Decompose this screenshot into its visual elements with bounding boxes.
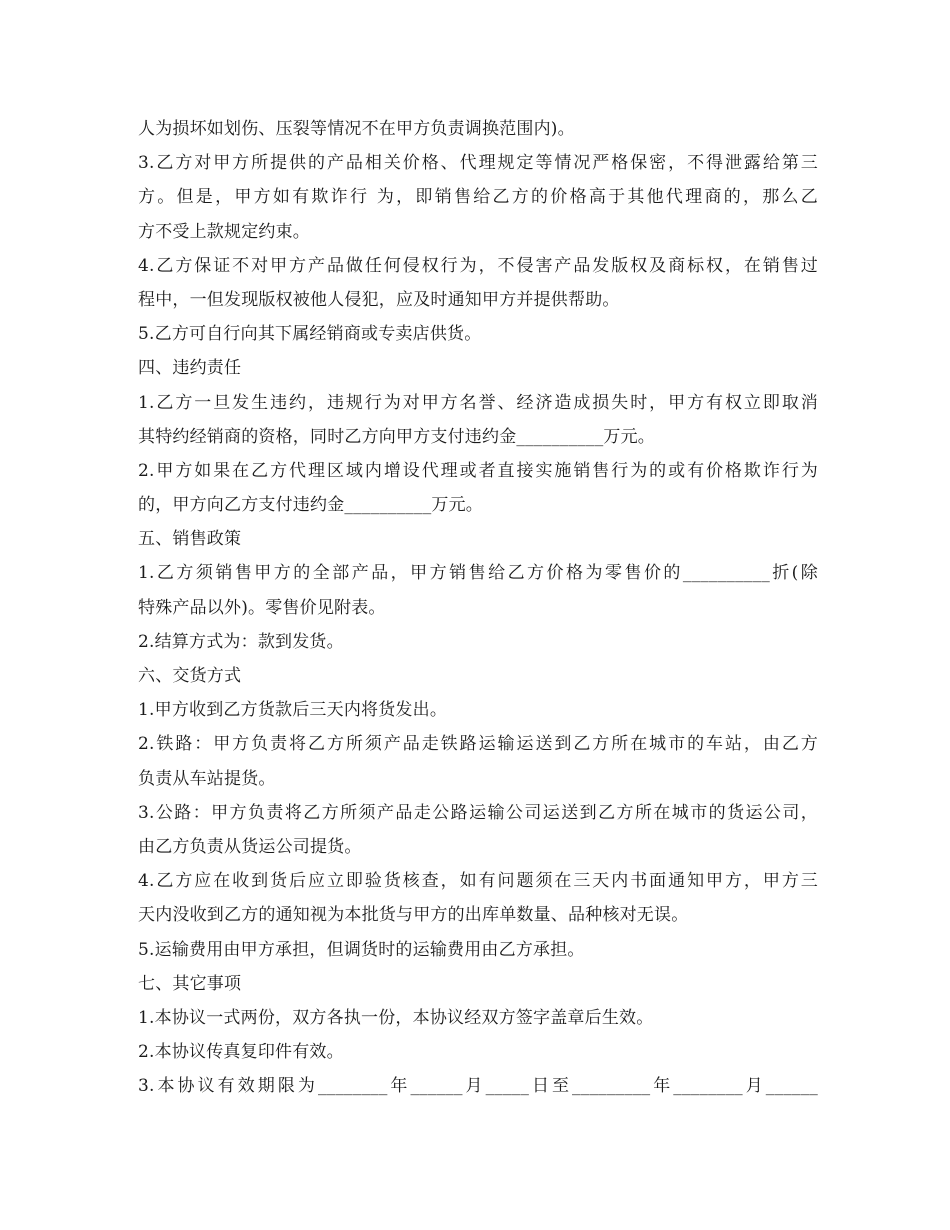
- text-line: 其特约经销商的资格，同时乙方向甲方支付违约金__________万元。: [138, 426, 655, 447]
- text-line: 方不受上款规定约束。: [138, 221, 310, 242]
- document-body: [138, 112, 818, 1103]
- text-line: 5.乙方可自行向其下属经销商或专卖店供货。: [138, 324, 482, 345]
- text-line: 5.运输费用由甲方承担，但调货时的运输费用由乙方承担。: [138, 939, 585, 960]
- text-line: 天内没收到乙方的通知视为本批货与甲方的出库单数量、品种核对无误。: [138, 905, 689, 926]
- text-line: 特殊产品以外)。零售价见附表。: [138, 597, 386, 618]
- text-line: 程中，一但发现版权被他人侵犯，应及时通知甲方并提供帮助。: [138, 289, 620, 310]
- section-heading: 六、交货方式: [138, 666, 242, 686]
- text-line: 的，甲方向乙方支付违约金__________万元。: [138, 495, 483, 516]
- text-line: 方。但是，甲方如有欺诈行 为，即销售给乙方的价格高于其他代理商的，那么乙: [138, 187, 818, 208]
- text-line: 2.甲方如果在乙方代理区域内增设代理或者直接实施销售行为的或有价格欺诈行为: [138, 460, 818, 481]
- text-line: 1.本协议一式两份，双方各执一份，本协议经双方签字盖章后生效。: [138, 1007, 654, 1028]
- text-line: 由乙方负责从货运公司提货。: [138, 836, 362, 857]
- text-line: 负责从车站提货。: [138, 768, 276, 789]
- text-line: 2.结算方式为：款到发货。: [138, 631, 344, 652]
- text-line: 1.乙方须销售甲方的全部产品，甲方销售给乙方价格为零售价的__________折(除: [138, 563, 818, 584]
- text-line: 1.甲方收到乙方货款后三天内将货发出。: [138, 700, 448, 721]
- text-line: 4.乙方应在收到货后应立即验货核查，如有问题须在三天内书面通知甲方，甲方三: [138, 871, 818, 892]
- section-heading: 七、其它事项: [138, 973, 242, 994]
- text-line: 2.铁路：甲方负责将乙方所须产品走铁路运输运送到乙方所在城市的车站，由乙方: [138, 734, 818, 755]
- text-line: 3.本协议有效期限为________年______月_____日至_________年________月______: [138, 1076, 818, 1097]
- text-line: 2.本协议传真复印件有效。: [138, 1042, 344, 1063]
- text-line: 3.乙方对甲方所提供的产品相关价格、代理规定等情况严格保密，不得泄露给第三: [138, 153, 818, 174]
- section-heading: 四、违约责任: [138, 358, 242, 379]
- text-line: 4.乙方保证不对甲方产品做任何侵权行为，不侵害产品发版权及商标权，在销售过: [138, 255, 818, 276]
- text-line: 人为损坏如划伤、压裂等情况不在甲方负责调换范围内)。: [138, 119, 575, 139]
- text-line: 3.公路：甲方负责将乙方所须产品走公路运输公司运送到乙方所在城市的货运公司，: [138, 802, 818, 823]
- text-line: 1.乙方一旦发生违约，违规行为对甲方名誉、经济造成损失时，甲方有权立即取消: [138, 392, 818, 413]
- section-heading: 五、销售政策: [138, 529, 242, 550]
